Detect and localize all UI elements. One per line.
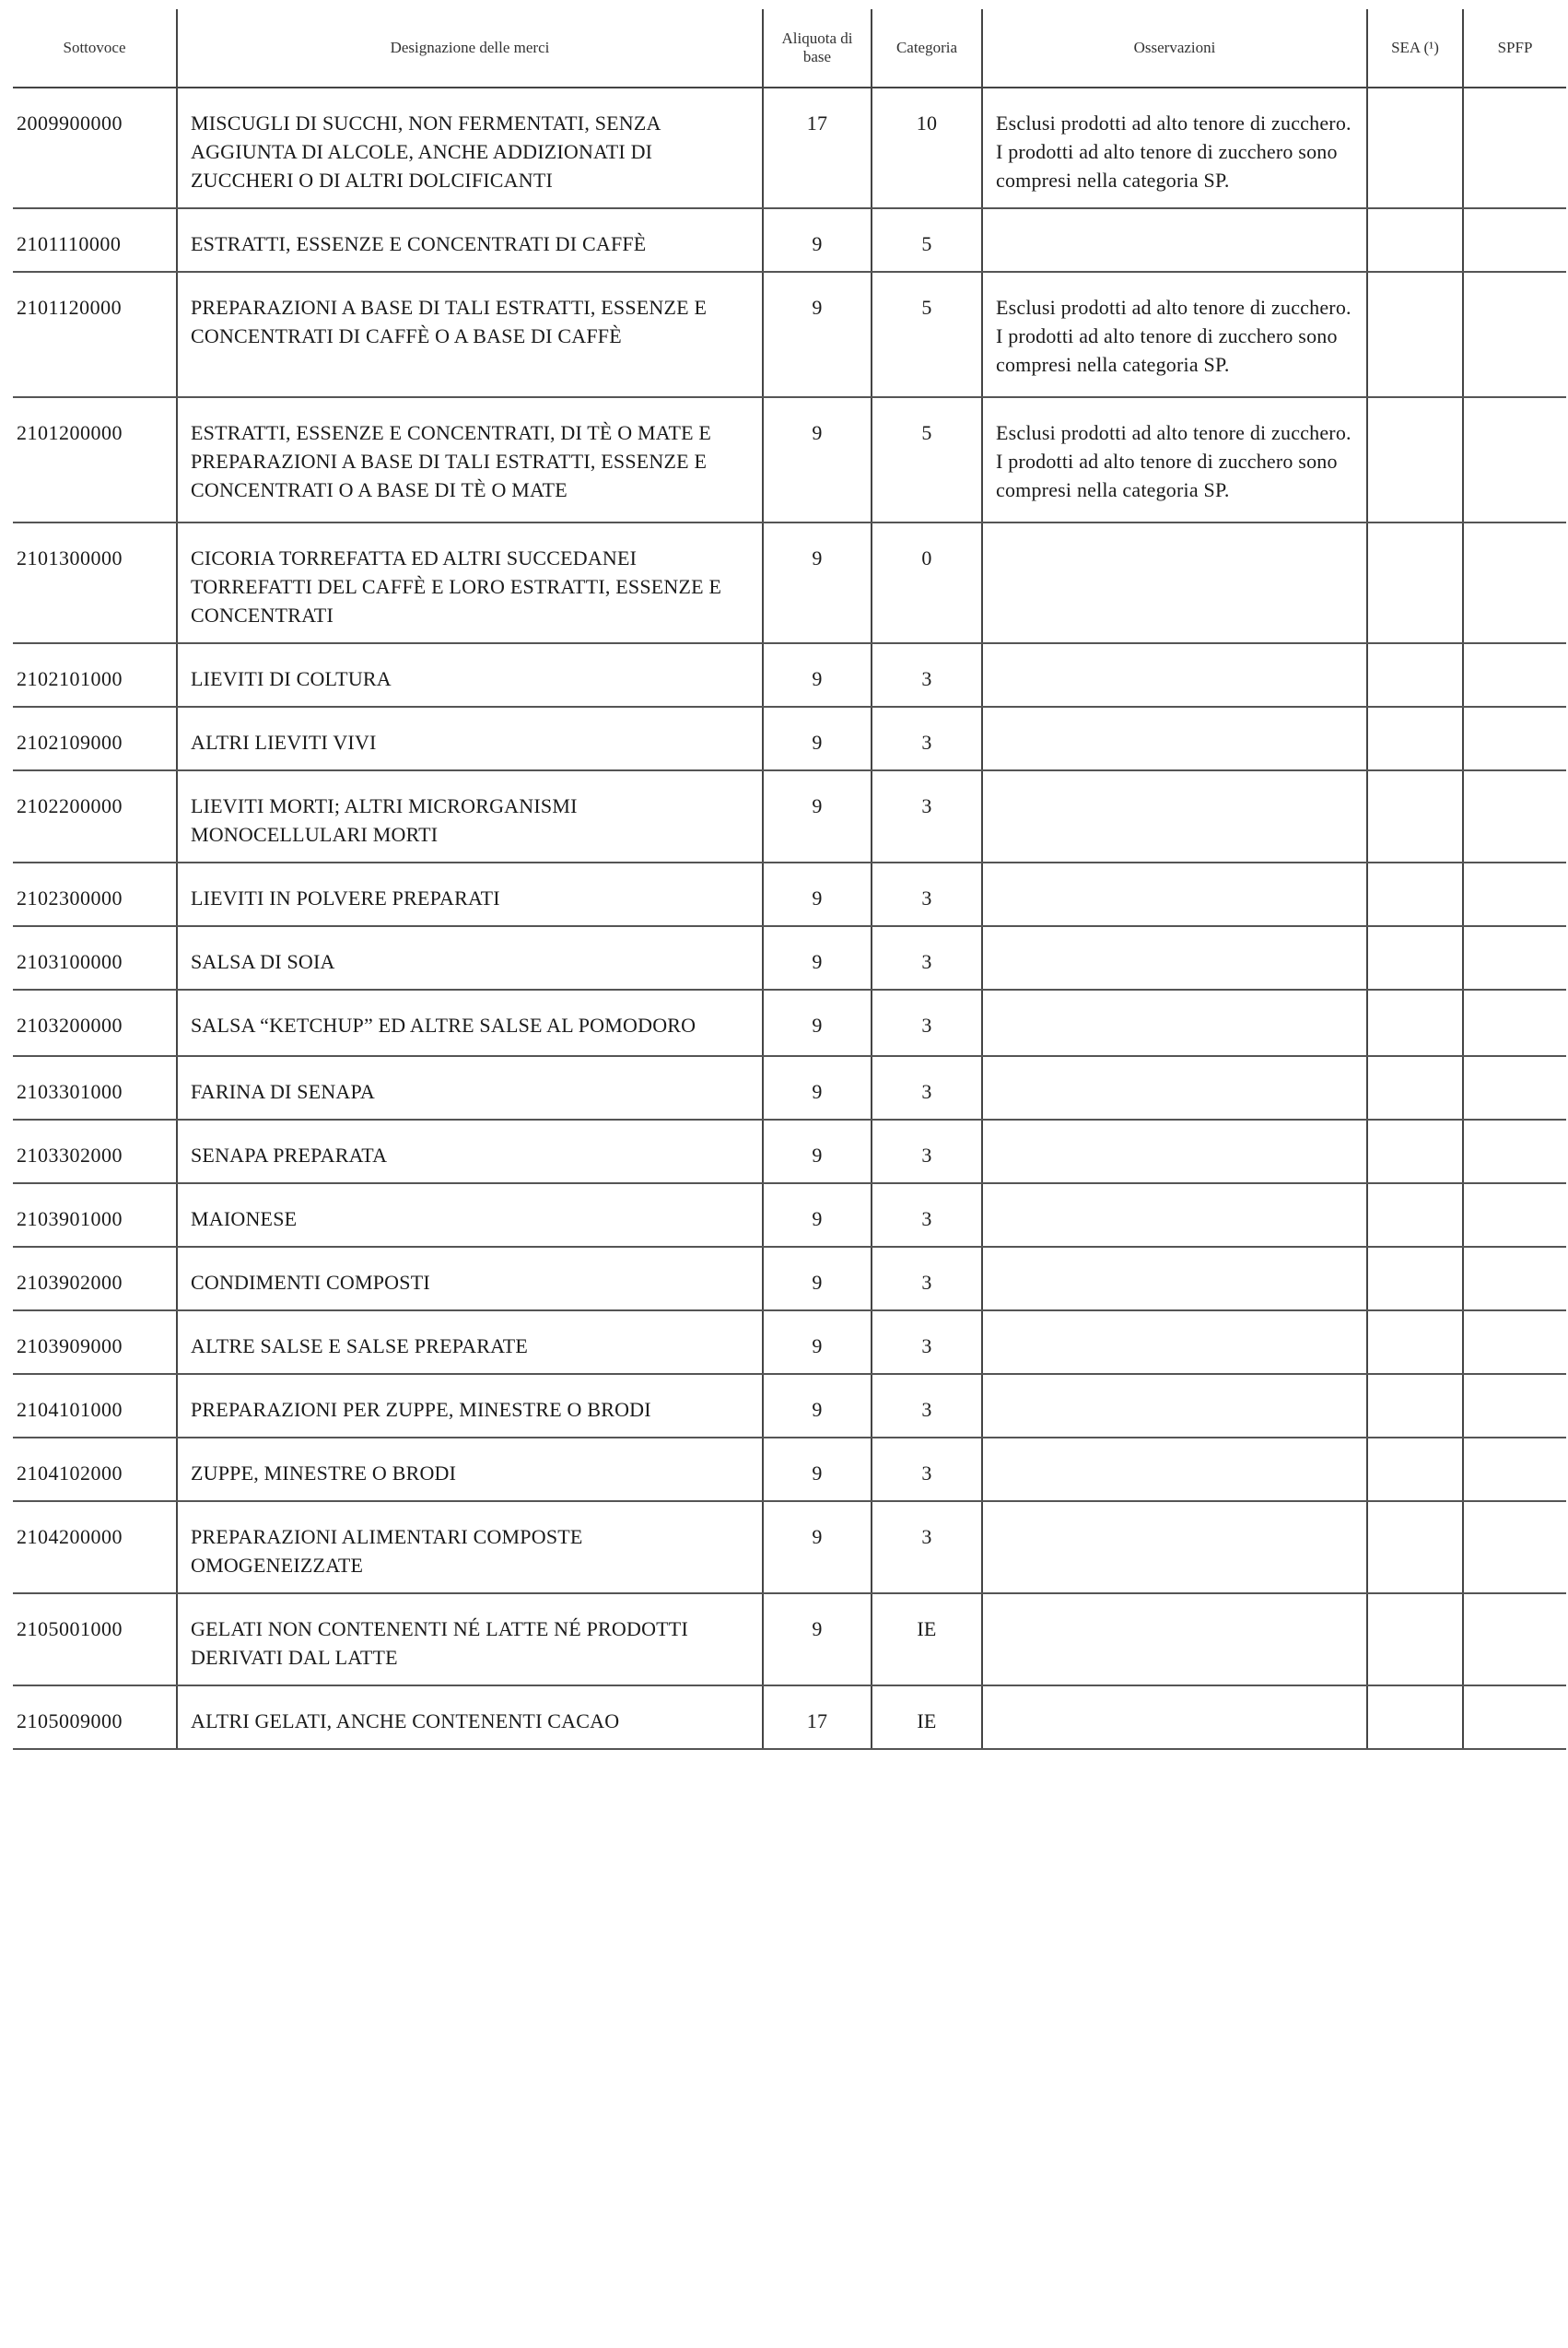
cell-remarks: Esclusi prodotti ad alto tenore di zucchero. I prodotti ad alto tenore di zucchero sono compresi nella categoria SP. [982,272,1367,397]
cell-code: 2103902000 [13,1247,177,1310]
cell-sea [1367,88,1463,208]
cell-code: 2105001000 [13,1593,177,1685]
cell-spfp [1463,1183,1566,1247]
table-row [13,1247,1566,1310]
cell-remarks [982,863,1367,926]
cell-designation: FARINA DI SENAPA [177,1056,763,1120]
cell-designation: ALTRI LIEVITI VIVI [177,707,763,770]
cell-remarks [982,1593,1367,1685]
cell-remarks [982,522,1367,643]
cell-designation: GELATI NON CONTENENTI NÉ LATTE NÉ PRODOTTI DERIVATI DAL LATTE [177,1593,763,1685]
cell-code: 2105009000 [13,1685,177,1749]
table-row [13,208,1566,272]
table-row [13,397,1566,522]
cell-sea [1367,272,1463,397]
cell-category: 3 [872,1310,982,1374]
cell-spfp [1463,522,1566,643]
cell-designation: ZUPPE, MINESTRE O BRODI [177,1438,763,1501]
cell-remarks [982,926,1367,990]
cell-remarks [982,1501,1367,1593]
cell-remarks [982,1310,1367,1374]
cell-rate: 9 [763,1120,872,1183]
cell-sea [1367,1120,1463,1183]
cell-sea [1367,707,1463,770]
cell-rate: 17 [763,88,872,208]
cell-remarks [982,1374,1367,1438]
cell-code: 2103901000 [13,1183,177,1247]
cell-sea [1367,522,1463,643]
cell-code: 2103100000 [13,926,177,990]
cell-remarks [982,770,1367,863]
cell-spfp [1463,1593,1566,1685]
cell-rate: 9 [763,990,872,1056]
tariff-table-body [13,88,1566,1749]
cell-category: IE [872,1593,982,1685]
cell-category: 3 [872,707,982,770]
cell-category: 3 [872,1183,982,1247]
cell-category: 3 [872,770,982,863]
header-category: Categoria [872,9,982,88]
cell-remarks [982,1183,1367,1247]
cell-spfp [1463,88,1566,208]
cell-designation: LIEVITI IN POLVERE PREPARATI [177,863,763,926]
cell-rate: 9 [763,1310,872,1374]
table-row [13,1685,1566,1749]
cell-sea [1367,1501,1463,1593]
cell-rate: 9 [763,1501,872,1593]
header-rate: Aliquota di base [763,9,872,88]
cell-spfp [1463,863,1566,926]
cell-rate: 17 [763,1685,872,1749]
cell-code: 2103302000 [13,1120,177,1183]
table-row [13,272,1566,397]
cell-code: 2101200000 [13,397,177,522]
tariff-schedule-page [13,9,1566,1750]
cell-category: 3 [872,1374,982,1438]
cell-sea [1367,863,1463,926]
header-designation: Designazione delle merci [177,9,763,88]
cell-spfp [1463,770,1566,863]
cell-spfp [1463,208,1566,272]
cell-spfp [1463,1501,1566,1593]
cell-sea [1367,643,1463,707]
table-row [13,1374,1566,1438]
cell-designation: PREPARAZIONI A BASE DI TALI ESTRATTI, ESSENZE E CONCENTRATI DI CAFFÈ O A BASE DI CAFFÈ [177,272,763,397]
cell-sea [1367,208,1463,272]
cell-sea [1367,1247,1463,1310]
cell-code: 2102200000 [13,770,177,863]
cell-rate: 9 [763,1438,872,1501]
cell-rate: 9 [763,397,872,522]
cell-category: 5 [872,208,982,272]
cell-rate: 9 [763,522,872,643]
cell-rate: 9 [763,272,872,397]
cell-rate: 9 [763,707,872,770]
table-row [13,1593,1566,1685]
header-code: Sottovoce [13,9,177,88]
table-row [13,1056,1566,1120]
cell-category: 3 [872,926,982,990]
cell-spfp [1463,1247,1566,1310]
table-row [13,1501,1566,1593]
cell-category: 3 [872,1438,982,1501]
cell-category: 5 [872,397,982,522]
cell-remarks: Esclusi prodotti ad alto tenore di zucchero. I prodotti ad alto tenore di zucchero sono compresi nella categoria SP. [982,88,1367,208]
table-row [13,522,1566,643]
cell-designation: MISCUGLI DI SUCCHI, NON FERMENTATI, SENZA AGGIUNTA DI ALCOLE, ANCHE ADDIZIONATI DI ZUCCHERI O DI ALTRI DOLCIFICANTI [177,88,763,208]
table-row [13,707,1566,770]
cell-code: 2101120000 [13,272,177,397]
cell-designation: SALSA “KETCHUP” ED ALTRE SALSE AL POMODORO [177,990,763,1056]
cell-sea [1367,1374,1463,1438]
cell-designation: ALTRE SALSE E SALSE PREPARATE [177,1310,763,1374]
cell-code: 2104200000 [13,1501,177,1593]
cell-designation: SENAPA PREPARATA [177,1120,763,1183]
cell-remarks [982,1056,1367,1120]
cell-code: 2009900000 [13,88,177,208]
cell-sea [1367,1593,1463,1685]
cell-sea [1367,1438,1463,1501]
cell-spfp [1463,397,1566,522]
table-row [13,990,1566,1056]
cell-designation: CICORIA TORREFATTA ED ALTRI SUCCEDANEI TORREFATTI DEL CAFFÈ E LORO ESTRATTI, ESSENZE E CONCENTRATI [177,522,763,643]
cell-remarks: Esclusi prodotti ad alto tenore di zucchero. I prodotti ad alto tenore di zucchero sono compresi nella categoria SP. [982,397,1367,522]
cell-sea [1367,770,1463,863]
cell-remarks [982,1685,1367,1749]
cell-designation: ALTRI GELATI, ANCHE CONTENENTI CACAO [177,1685,763,1749]
table-row [13,1310,1566,1374]
cell-spfp [1463,990,1566,1056]
cell-remarks [982,1120,1367,1183]
cell-designation: ESTRATTI, ESSENZE E CONCENTRATI DI CAFFÈ [177,208,763,272]
cell-category: 3 [872,1056,982,1120]
cell-designation: PREPARAZIONI ALIMENTARI COMPOSTE OMOGENEIZZATE [177,1501,763,1593]
table-row [13,643,1566,707]
cell-code: 2103301000 [13,1056,177,1120]
cell-category: 3 [872,863,982,926]
cell-sea [1367,397,1463,522]
cell-sea [1367,1310,1463,1374]
cell-spfp [1463,926,1566,990]
cell-category: 3 [872,1120,982,1183]
cell-designation: MAIONESE [177,1183,763,1247]
cell-spfp [1463,707,1566,770]
cell-rate: 9 [763,770,872,863]
table-row [13,926,1566,990]
cell-sea [1367,1685,1463,1749]
cell-code: 2102109000 [13,707,177,770]
table-row [13,863,1566,926]
cell-rate: 9 [763,643,872,707]
table-row [13,1438,1566,1501]
cell-code: 2101300000 [13,522,177,643]
cell-category: 0 [872,522,982,643]
tariff-table [13,9,1566,1750]
cell-sea [1367,1183,1463,1247]
cell-code: 2104102000 [13,1438,177,1501]
cell-rate: 9 [763,1374,872,1438]
cell-category: 3 [872,643,982,707]
cell-designation: ESTRATTI, ESSENZE E CONCENTRATI, DI TÈ O MATE E PREPARAZIONI A BASE DI TALI ESTRATTI, ESSENZE E CONCENTRATI O A BASE DI TÈ O MATE [177,397,763,522]
cell-rate: 9 [763,863,872,926]
cell-code: 2102300000 [13,863,177,926]
cell-spfp [1463,1438,1566,1501]
cell-spfp [1463,1120,1566,1183]
cell-category: 10 [872,88,982,208]
cell-remarks [982,1247,1367,1310]
cell-rate: 9 [763,208,872,272]
cell-remarks [982,643,1367,707]
cell-remarks [982,1438,1367,1501]
cell-designation: SALSA DI SOIA [177,926,763,990]
cell-category: 3 [872,990,982,1056]
cell-rate: 9 [763,1247,872,1310]
cell-rate: 9 [763,926,872,990]
table-header-row [13,9,1566,88]
header-spfp: SPFP [1463,9,1566,88]
cell-spfp [1463,643,1566,707]
cell-spfp [1463,1056,1566,1120]
header-sea: SEA (¹) [1367,9,1463,88]
cell-spfp [1463,272,1566,397]
table-row [13,1183,1566,1247]
cell-sea [1367,926,1463,990]
cell-remarks [982,707,1367,770]
cell-code: 2101110000 [13,208,177,272]
cell-sea [1367,1056,1463,1120]
cell-rate: 9 [763,1593,872,1685]
cell-code: 2103200000 [13,990,177,1056]
cell-spfp [1463,1310,1566,1374]
cell-sea [1367,990,1463,1056]
cell-remarks [982,990,1367,1056]
cell-rate: 9 [763,1183,872,1247]
cell-designation: LIEVITI MORTI; ALTRI MICRORGANISMI MONOCELLULARI MORTI [177,770,763,863]
cell-category: IE [872,1685,982,1749]
cell-spfp [1463,1685,1566,1749]
cell-designation: LIEVITI DI COLTURA [177,643,763,707]
cell-code: 2102101000 [13,643,177,707]
cell-category: 3 [872,1247,982,1310]
cell-category: 5 [872,272,982,397]
cell-category: 3 [872,1501,982,1593]
cell-remarks [982,208,1367,272]
table-row [13,88,1566,208]
cell-designation: CONDIMENTI COMPOSTI [177,1247,763,1310]
cell-designation: PREPARAZIONI PER ZUPPE, MINESTRE O BRODI [177,1374,763,1438]
cell-rate: 9 [763,1056,872,1120]
cell-code: 2104101000 [13,1374,177,1438]
cell-code: 2103909000 [13,1310,177,1374]
table-row [13,770,1566,863]
cell-spfp [1463,1374,1566,1438]
header-remarks: Osservazioni [982,9,1367,88]
table-row [13,1120,1566,1183]
